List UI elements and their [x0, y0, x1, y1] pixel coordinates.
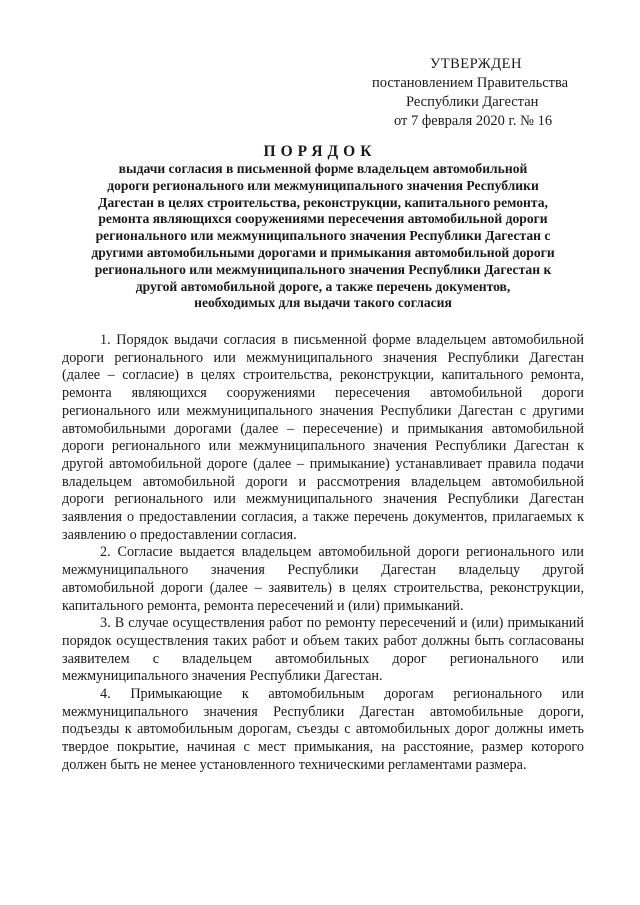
subtitle-line: выдачи согласия в письменной форме владельцем автомобильной — [118, 161, 528, 176]
approval-line-3: от 7 февраля 2020 г. № 16 — [394, 113, 553, 129]
document-subtitle — [58, 161, 588, 312]
subtitle-line: регионального или межмуниципального значения Республики Дагестан с — [95, 228, 551, 244]
document-body — [62, 332, 584, 775]
paragraph-1: 1. Порядок выдачи согласия в письменной форме владельцем автомобильной дороги регионального или межмуниципального значения Республики Дагестан (далее – согласие) в целях строительства, реконструкции, капитального ремонта, ремонта являющихся сооружениями пересечения автомобильной дороги регионального или межмуниципального значения Республики Дагестан с другими автомобильными дорогами (далее – пересечение) и примыкания автомобильной дороги регионального или межмуниципального значения Республики Дагестан к другой автомобильной дороге (далее – примыкание) устанавливает правила подачи владельцем автомобильной дороги и рассмотрения владельцем автомобильной дороги регионального или межмуниципального значения Республики Дагестан заявления о предоставлении согласия, а также перечень документов, прилагаемых к заявлению о предоставлении согласия. — [62, 332, 584, 543]
paragraph-2: 2. Согласие выдается владельцем автомобильной дороги регионального или межмуниципального значения Республики Дагестан владельцу другой автомобильной дороги (далее – заявитель) в целях строительства, реконструкции, капитального ремонта, ремонта пересечений и (или) примыканий. — [62, 544, 584, 614]
subtitle-line: ремонта являющихся сооружениями пересечения автомобильной дороги — [98, 211, 548, 227]
paragraph-3: 3. В случае осуществления работ по ремонту пересечений и (или) примыканий порядок осуществления таких работ и объем таких работ должны быть согласованы заявителем с владельцем автомобильных дорог регионального или межмуниципального значения Республики Дагестан. — [62, 615, 584, 685]
subtitle-line: необходимых для выдачи такого согласия — [194, 295, 452, 311]
subtitle-line: другой автомобильной дороге, а также перечень документов, — [135, 278, 511, 294]
subtitle-line: Дагестан в целях строительства, реконструкции, капитального ремонта, — [98, 194, 548, 210]
approval-line-1: постановлением Правительства — [372, 75, 569, 91]
subtitle-line: дороги регионального или межмуниципального значения Республики — [107, 177, 539, 193]
approval-title: УТВЕРЖДЕН — [430, 56, 522, 72]
approval-line-2: Республики Дагестан — [406, 94, 539, 110]
approval-block — [360, 55, 590, 131]
subtitle-line: регионального или межмуниципального значения Республики Дагестан к — [94, 261, 552, 277]
paragraph-4: 4. Примыкающие к автомобильным дорогам регионального или межмуниципального значения Республики Дагестан автомобильные дороги, подъезды к автомобильным дорогам, съезды с автомобильных дорог должны иметь твердое покрытие, начиная с мест примыкания, на расстояние, размер которого должен быть не менее установленного техническими регламентами размера. — [62, 686, 584, 773]
document-title: ПОРЯДОК — [263, 143, 377, 160]
subtitle-line: другими автомобильными дорогами и примыкания автомобильной дороги — [91, 244, 555, 260]
